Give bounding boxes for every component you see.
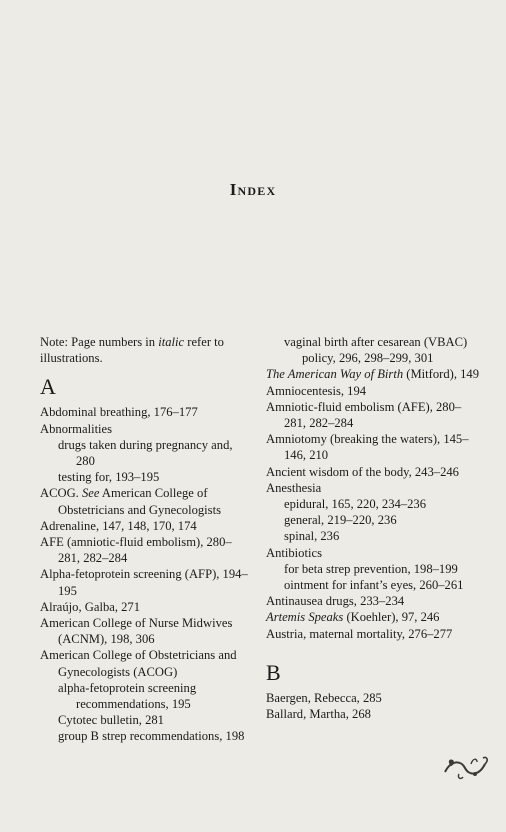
entry-text: American College of Obstetricians and Gynecologists (58, 486, 221, 517)
index-column-left (40, 334, 250, 745)
index-entry: American College of Obstetricians and Gynecologists (ACOG) (40, 648, 237, 679)
index-subentry: for beta strep prevention, 198–199 (284, 561, 458, 576)
floral-ornament-icon (441, 752, 491, 782)
italic-note (40, 334, 250, 366)
index-entry: Ancient wisdom of the body, 243–246 (266, 464, 459, 479)
note-italic-word: italic (158, 335, 185, 349)
entry-text: (Mitford), 149 (403, 367, 480, 382)
index-subentry: drugs taken during pregnancy and, 280 (58, 437, 233, 469)
index-subentry: group B strep recommendations, 198 (58, 729, 245, 744)
index-subentry: spinal, 236 (284, 529, 340, 544)
section-letter-b: B (266, 659, 281, 685)
index-subentry: epidural, 165, 220, 234–236 (284, 497, 427, 512)
page-title: Index (229, 180, 277, 199)
index-column-right (266, 334, 480, 722)
index-entry: Antinausea drugs, 233–234 (266, 594, 405, 609)
index-entry: Austria, maternal mortality, 276–277 (266, 626, 453, 641)
index-entry (266, 609, 480, 625)
book-title: Artemis Speaks (266, 610, 344, 625)
note-text: Note: Page numbers in (40, 335, 159, 349)
index-entry: Alraújo, Galba, 271 (40, 599, 141, 614)
index-subentry: ointment for infant’s eyes, 260–261 (284, 578, 464, 593)
index-entry: Amniotic-fluid embolism (AFE), 280–281, 282–284 (266, 399, 462, 431)
see-reference: See (81, 486, 100, 501)
index-entry: Ballard, Martha, 268 (266, 707, 371, 722)
entry-text: ACOG. (40, 486, 82, 501)
index-subentry: vaginal birth after cesarean (VBAC) policy, 296, 298–299, 301 (284, 335, 468, 366)
index-entry: Abnormalities (40, 421, 113, 436)
index-entry: Amniotomy (breaking the waters), 145–146, 210 (266, 432, 469, 463)
index-entry: Antibiotics (266, 545, 322, 560)
note-text-end: refer to illustrations. (40, 335, 224, 366)
index-subentry: general, 219–220, 236 (284, 513, 397, 528)
index-entry (40, 485, 250, 517)
index-subentry: alpha-fetoprotein screening recommendations, 195 (58, 680, 197, 712)
book-title: The American Way of Birth (266, 367, 404, 382)
index-subentry: Cytotec bulletin, 281 (58, 713, 164, 728)
index-entry: Abdominal breathing, 176–177 (40, 405, 198, 420)
index-entry: American College of Nurse Midwives (ACNM), 198, 306 (40, 616, 233, 647)
index-entry: Adrenaline, 147, 148, 170, 174 (40, 518, 197, 533)
index-entry: Amniocentesis, 194 (266, 383, 367, 398)
index-entry: Alpha-fetoprotein screening (AFP), 194–195 (40, 567, 248, 598)
section-letter-a: A (40, 374, 56, 400)
entry-text: (Koehler), 97, 246 (343, 610, 440, 625)
index-entry: Anesthesia (266, 480, 322, 495)
index-entry (266, 366, 480, 382)
index-entry: Baergen, Rebecca, 285 (266, 690, 382, 705)
index-entry: AFE (amniotic-fluid embolism), 280–281, 282–284 (40, 535, 232, 566)
index-subentry: testing for, 193–195 (58, 470, 160, 485)
